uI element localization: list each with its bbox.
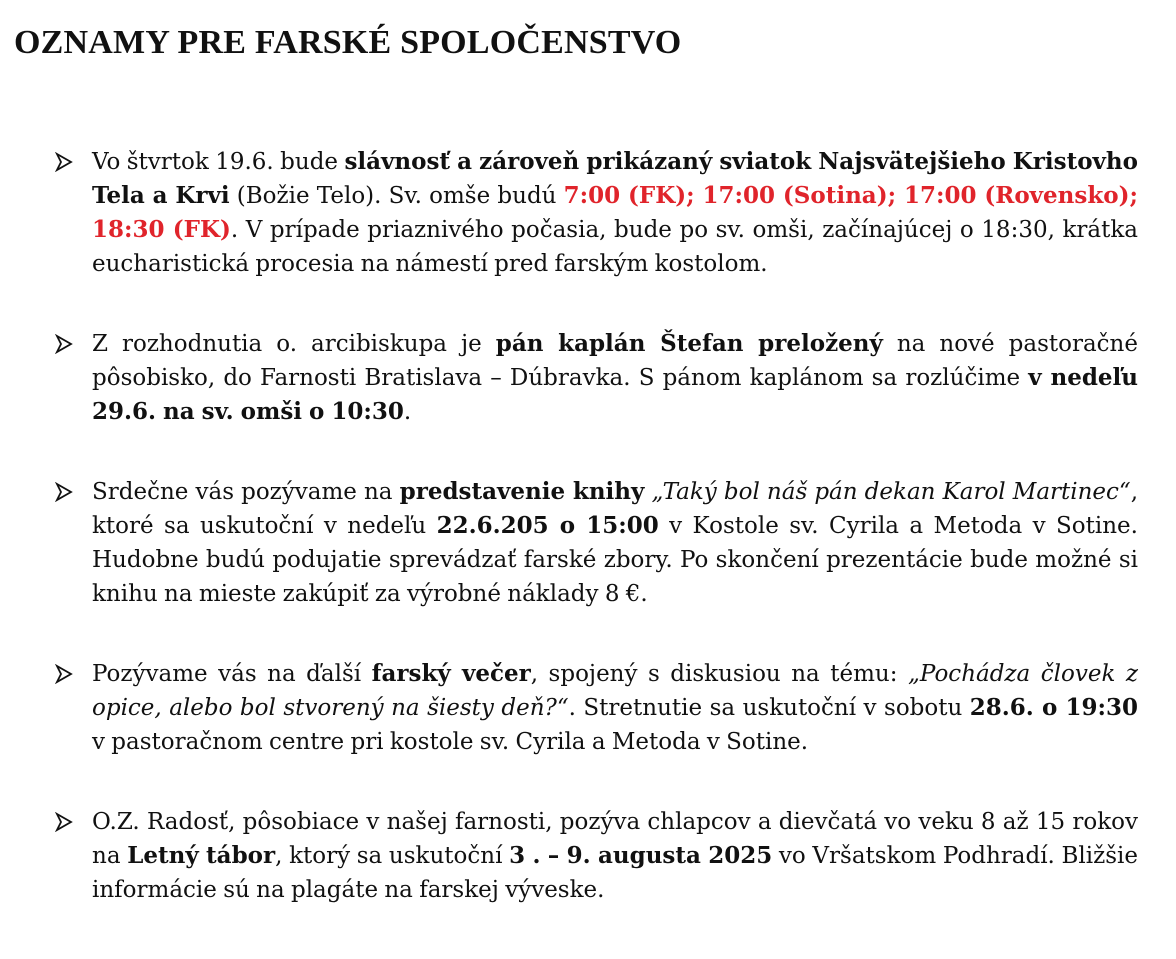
announcement-text: , ktorý sa uskutoční: [275, 843, 510, 869]
arrow-bullet-icon: [54, 334, 74, 354]
announcement-text: v pastoračnom centre pri kostole sv. Cyrila a Metoda v Sotine.: [92, 729, 809, 755]
arrow-bullet-icon: [54, 812, 74, 832]
arrow-bullet-icon: [54, 664, 74, 684]
announcement-text: [644, 479, 651, 505]
announcement-highlight: pán kaplán Štefan preložený: [495, 330, 883, 357]
announcement-item: [54, 145, 1138, 281]
announcement-text: Vo štvrtok 19.6. bude: [92, 149, 345, 175]
announcement-item: [54, 805, 1138, 907]
announcement-text: Z rozhodnutia o. arcibiskupa je: [92, 331, 496, 357]
announcement-highlight: predstavenie knihy: [399, 478, 645, 505]
announcement-list: [54, 145, 1138, 907]
announcement-text: (Božie Telo). Sv. omše budú: [229, 183, 564, 209]
arrow-bullet-icon: [54, 482, 74, 502]
announcement-highlight: Letný tábor: [127, 842, 276, 869]
announcement-highlight: v nedeľu 29.6. na sv. omši o 10:30: [92, 364, 1138, 425]
announcement-text: .: [403, 399, 412, 425]
announcement-highlight: farský večer: [371, 660, 531, 687]
announcement-text: , spojený s diskusiou na tému:: [530, 661, 908, 687]
announcement-item: [54, 475, 1138, 611]
announcement-item: [54, 657, 1138, 759]
arrow-bullet-icon: [54, 152, 74, 172]
announcement-text: v Kostole sv. Cyrila a Metoda v Sotine. Hudobne budú podujatie sprevádzať farské zbory. Po skončení prezentácie bude možné si knihu na mieste zakúpiť za výrobné náklady 8 €.: [92, 513, 1138, 607]
book-title: „Taký bol náš pán dekan Karol Martinec“: [651, 479, 1131, 505]
announcement-highlight: 3 . – 9. augusta 2025: [509, 842, 773, 869]
page-title: OZNAMY PRE FARSKÉ SPOLOČENSTVO: [14, 24, 682, 61]
announcement-text: , ktoré sa uskutoční v nedeľu: [92, 479, 1138, 539]
announcement-text: . Stretnutie sa uskutoční v sobotu: [568, 695, 970, 721]
mass-times: 7:00 (FK); 17:00 (Sotina); 17:00 (Rovensko); 18:30 (FK): [92, 182, 1138, 243]
announcement-item: [54, 327, 1138, 429]
announcement-text: na nové pastoračné pôsobisko, do Farnosti Bratislava – Dúbravka. S pánom kaplánom sa rozlúčime: [92, 331, 1138, 391]
announcement-text: vo Vršatskom Podhradí. Bližšie informácie sú na plagáte na farskej výveske.: [92, 843, 1139, 903]
announcement-highlight: 28.6. o 19:30: [969, 694, 1138, 721]
announcement-highlight: slávnosť a zároveň prikázaný sviatok Najsvätejšieho Kristovho Tela a Krvi: [92, 148, 1138, 209]
announcement-text: Srdečne vás pozývame na: [92, 479, 400, 505]
announcement-text: . V prípade priaznivého počasia, bude po sv. omši, začínajúcej o 18:30, krátka eucharistická procesia na námestí pred farským kostolom.: [92, 217, 1138, 277]
announcement-text: Pozývame vás na ďalší: [92, 661, 372, 687]
announcement-text: O.Z. Radosť, pôsobiace v našej farnosti, pozýva chlapcov a dievčatá vo veku 8 až 15 rokov na: [92, 809, 1138, 869]
discussion-topic: „Pochádza človek z opice, alebo bol stvorený na šiesty deň?“: [92, 661, 1139, 721]
announcement-highlight: 22.6.205 o 15:00: [436, 512, 659, 539]
